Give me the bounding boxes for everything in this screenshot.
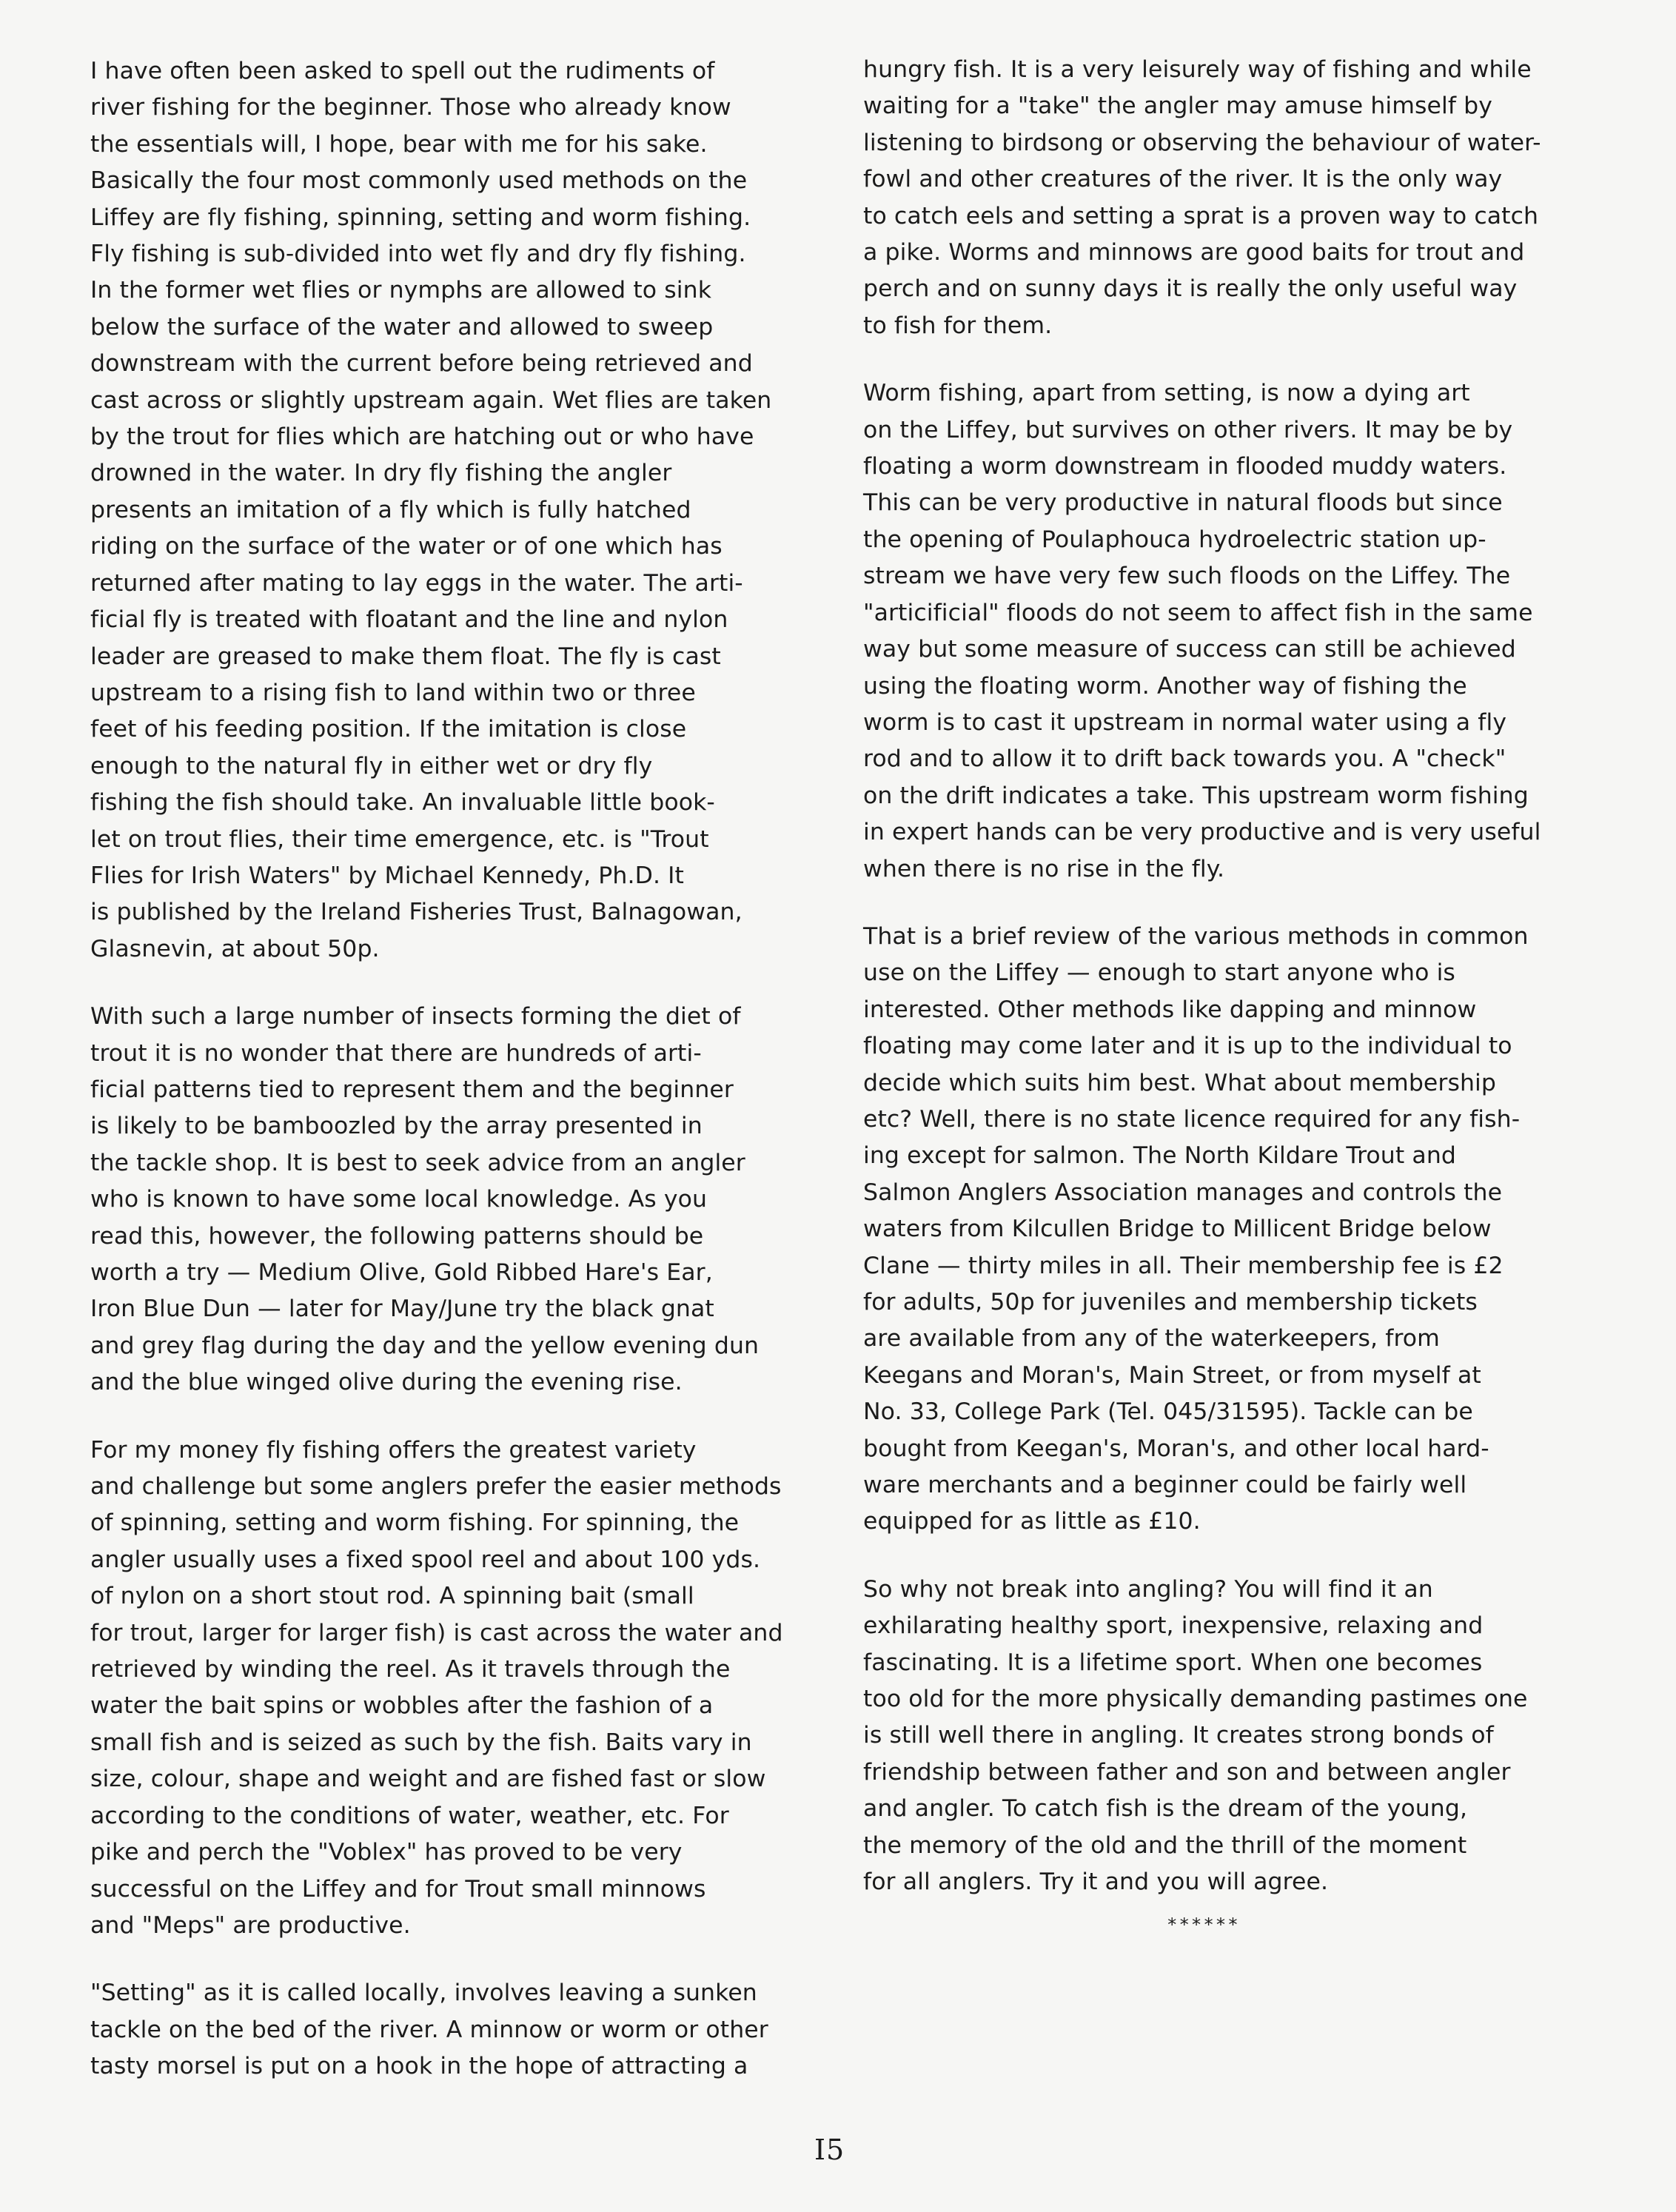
right-column <box>863 52 1603 1932</box>
text-line: hungry fish. It is a very leisurely way of fishing and while <box>863 56 1532 83</box>
text-line: Fly fishing is sub-divided into wet fly and dry fly fishing. <box>90 241 746 268</box>
text-line: ficial fly is treated with floatant and the line and nylon <box>90 606 728 634</box>
text-line: So why not break into angling? You will find it an <box>863 1575 1433 1603</box>
text-line: This can be very productive in natural floods but since <box>863 489 1503 517</box>
text-line: the memory of the old and the thrill of the moment <box>863 1831 1467 1859</box>
text-line: listening to birdsong or observing the behaviour of water- <box>863 129 1541 156</box>
text-line: for all anglers. Try it and you will agree. <box>863 1869 1329 1896</box>
text-line: below the surface of the water and allowed to sweep <box>90 313 714 341</box>
text-line: of spinning, setting and worm fishing. For spinning, the <box>90 1509 740 1537</box>
text-line: too old for the more physically demanding pastimes one <box>863 1686 1528 1713</box>
text-line: Liffey are fly fishing, spinning, setting and worm fishing. <box>90 204 751 231</box>
text-line: Worm fishing, apart from setting, is now a dying art <box>863 380 1470 407</box>
text-line: are available from any of the waterkeepers, from <box>863 1325 1440 1353</box>
paragraph <box>90 1432 831 1945</box>
text-line: size, colour, shape and weight and are fished fast or slow <box>90 1766 766 1793</box>
text-line: fowl and other creatures of the river. It is the only way <box>863 166 1503 193</box>
text-line: cast across or slightly upstream again. Wet flies are taken <box>90 386 772 414</box>
text-line: Flies for Irish Waters" by Michael Kennedy, Ph.D. It <box>90 862 685 889</box>
text-line: interested. Other methods like dapping and minnow <box>863 996 1477 1023</box>
text-line: Salmon Anglers Association manages and controls the <box>863 1179 1503 1206</box>
text-line: enough to the natural fly in either wet or dry fly <box>90 752 653 780</box>
text-line: on the Liffey, but survives on other rivers. It may be by <box>863 416 1513 443</box>
text-line: way but some measure of success can still be achieved <box>863 636 1516 663</box>
text-line: who is known to have some local knowledge. As you <box>90 1186 708 1213</box>
paragraph <box>90 53 831 968</box>
text-line: leader are greased to make them float. The fly is cast <box>90 643 721 670</box>
text-line: tackle on the bed of the river. A minnow or worm or other <box>90 2016 768 2043</box>
text-line: In the former wet flies or nymphs are allowed to sink <box>90 277 712 304</box>
text-line: No. 33, College Park (Tel. 045/31595). Tackle can be <box>863 1398 1473 1426</box>
text-line: rod and to allow it to drift back towards you. A "check" <box>863 745 1506 773</box>
text-line: use on the Liffey — enough to start anyone who is <box>863 959 1455 987</box>
text-line: trout it is no wonder that there are hundreds of arti- <box>90 1039 702 1067</box>
text-line: For my money fly fishing offers the greatest variety <box>90 1436 697 1464</box>
text-line: bought from Keegan's, Moran's, and other local hard- <box>863 1435 1489 1462</box>
text-line: worth a try — Medium Olive, Gold Ribbed Hare's Ear, <box>90 1259 713 1286</box>
paragraph <box>90 1975 831 2085</box>
text-line: and angler. To catch fish is the dream of the young, <box>863 1795 1468 1823</box>
paragraph <box>863 919 1603 1541</box>
text-line: to fish for them. <box>863 312 1053 339</box>
text-line: a pike. Worms and minnows are good baits for trout and <box>863 239 1525 267</box>
text-line: returned after mating to lay eggs in the water. The arti- <box>90 569 743 597</box>
paragraph <box>863 52 1603 344</box>
text-line: decide which suits him best. What about membership <box>863 1069 1496 1096</box>
text-line: read this, however, the following patterns should be <box>90 1222 704 1250</box>
text-line: and the blue winged olive during the evening rise. <box>90 1369 683 1396</box>
text-line: stream we have very few such floods on the Liffey. The <box>863 563 1511 590</box>
text-line: river fishing for the beginner. Those who already know <box>90 94 731 121</box>
text-line: is published by the Ireland Fisheries Trust, Balnagowan, <box>90 899 743 926</box>
text-line: upstream to a rising fish to land within two or three <box>90 679 696 706</box>
text-line: Basically the four most commonly used methods on the <box>90 167 748 195</box>
text-line: for adults, 50p for juveniles and membership tickets <box>863 1289 1478 1316</box>
text-line: tasty morsel is put on a hook in the hope of attracting a <box>90 2053 748 2080</box>
left-column <box>90 53 831 2117</box>
text-line: ware merchants and a beginner could be fairly well <box>863 1472 1467 1499</box>
text-line: and grey flag during the day and the yellow evening dun <box>90 1332 760 1359</box>
text-line: feet of his feeding position. If the imitation is close <box>90 716 687 743</box>
text-line: downstream with the current before being retrieved and <box>90 350 753 378</box>
paragraph <box>90 999 831 1401</box>
text-line: let on trout flies, their time emergence, etc. is "Trout <box>90 825 709 853</box>
text-line: fishing the fish should take. An invaluable little book- <box>90 789 715 817</box>
text-line: Glasnevin, at about 50p. <box>90 935 380 962</box>
text-line: drowned in the water. In dry fly fishing the angler <box>90 460 672 487</box>
text-line: the essentials will, I hope, bear with me for his sake. <box>90 130 708 158</box>
text-line: etc? Well, there is no state licence required for any fish- <box>863 1105 1521 1133</box>
text-line: water the bait spins or wobbles after the fashion of a <box>90 1692 714 1720</box>
text-line: and challenge but some anglers prefer the easier methods <box>90 1473 782 1501</box>
text-line: Clane — thirty miles in all. Their membership fee is £2 <box>863 1252 1504 1279</box>
text-line: I have often been asked to spell out the rudiments of <box>90 58 715 84</box>
text-line: presents an imitation of a fly which is fully hatched <box>90 496 691 523</box>
text-line: in expert hands can be very productive and is very useful <box>863 819 1541 846</box>
text-line: friendship between father and son and between angler <box>863 1758 1511 1786</box>
text-line: With such a large number of insects forming the diet of <box>90 1003 741 1030</box>
text-line: waiting for a "take" the angler may amuse himself by <box>863 93 1493 120</box>
text-line: on the drift indicates a take. This upstream worm fishing <box>863 782 1529 809</box>
text-line: perch and on sunny days it is really the only useful way <box>863 275 1518 303</box>
text-line: of nylon on a short stout rod. A spinning bait (small <box>90 1583 694 1610</box>
text-line: "Setting" as it is called locally, involves leaving a sunken <box>90 1980 757 2007</box>
text-line: the tackle shop. It is best to seek advice from an angler <box>90 1149 745 1176</box>
text-line: is still well there in angling. It creates strong bonds of <box>863 1722 1494 1749</box>
text-line: waters from Kilcullen Bridge to Millicent Bridge below <box>863 1216 1492 1243</box>
text-line: exhilarating healthy sport, inexpensive, relaxing and <box>863 1612 1484 1640</box>
text-line: ficial patterns tied to represent them and the beginner <box>90 1076 734 1103</box>
text-line: according to the conditions of water, weather, etc. For <box>90 1802 729 1829</box>
page-number: I5 <box>814 2134 845 2166</box>
text-line: when there is no rise in the fly. <box>863 855 1225 882</box>
text-line: to catch eels and setting a sprat is a proven way to catch <box>863 202 1539 229</box>
text-line: the opening of Poulaphouca hydroelectric station up- <box>863 526 1486 553</box>
paragraph <box>863 1572 1603 1901</box>
text-line: Keegans and Moran's, Main Street, or from myself at <box>863 1361 1481 1389</box>
text-line: fascinating. It is a lifetime sport. When one becomes <box>863 1649 1483 1676</box>
text-line: floating may come later and it is up to the individual to <box>863 1033 1512 1060</box>
text-line: successful on the Liffey and for Trout small minnows <box>90 1875 706 1903</box>
text-line: using the floating worm. Another way of fishing the <box>863 672 1467 700</box>
text-line: pike and perch the "Voblex" has proved to be very <box>90 1839 683 1866</box>
text-line: and "Meps" are productive. <box>90 1911 411 1939</box>
text-line: worm is to cast it upstream in normal water using a fly <box>863 708 1507 736</box>
text-line: "articificial" floods do not seem to affect fish in the same <box>863 599 1533 626</box>
text-line: riding on the surface of the water or of one which has <box>90 533 723 560</box>
text-line: for trout, larger for larger fish) is cast across the water and <box>90 1619 783 1646</box>
text-line: is likely to be bamboozled by the array presented in <box>90 1113 703 1140</box>
text-line: That is a brief review of the various methods in common <box>863 922 1529 950</box>
paragraph <box>863 375 1603 888</box>
text-line: Iron Blue Dun — later for May/June try the black gnat <box>90 1296 714 1323</box>
text-line: floating a worm downstream in flooded muddy waters. <box>863 453 1507 480</box>
text-line: ing except for salmon. The North Kildare Trout and <box>863 1142 1456 1170</box>
text-line: by the trout for flies which are hatching out or who have <box>90 423 754 451</box>
text-line: angler usually uses a fixed spool reel and about 100 yds. <box>90 1546 761 1573</box>
section-separator: ****** <box>1167 1914 1240 1935</box>
text-line: retrieved by winding the reel. As it travels through the <box>90 1656 731 1683</box>
text-line: small fish and is seized as such by the fish. Baits vary in <box>90 1729 752 1756</box>
text-line: equipped for as little as £10. <box>863 1508 1201 1535</box>
